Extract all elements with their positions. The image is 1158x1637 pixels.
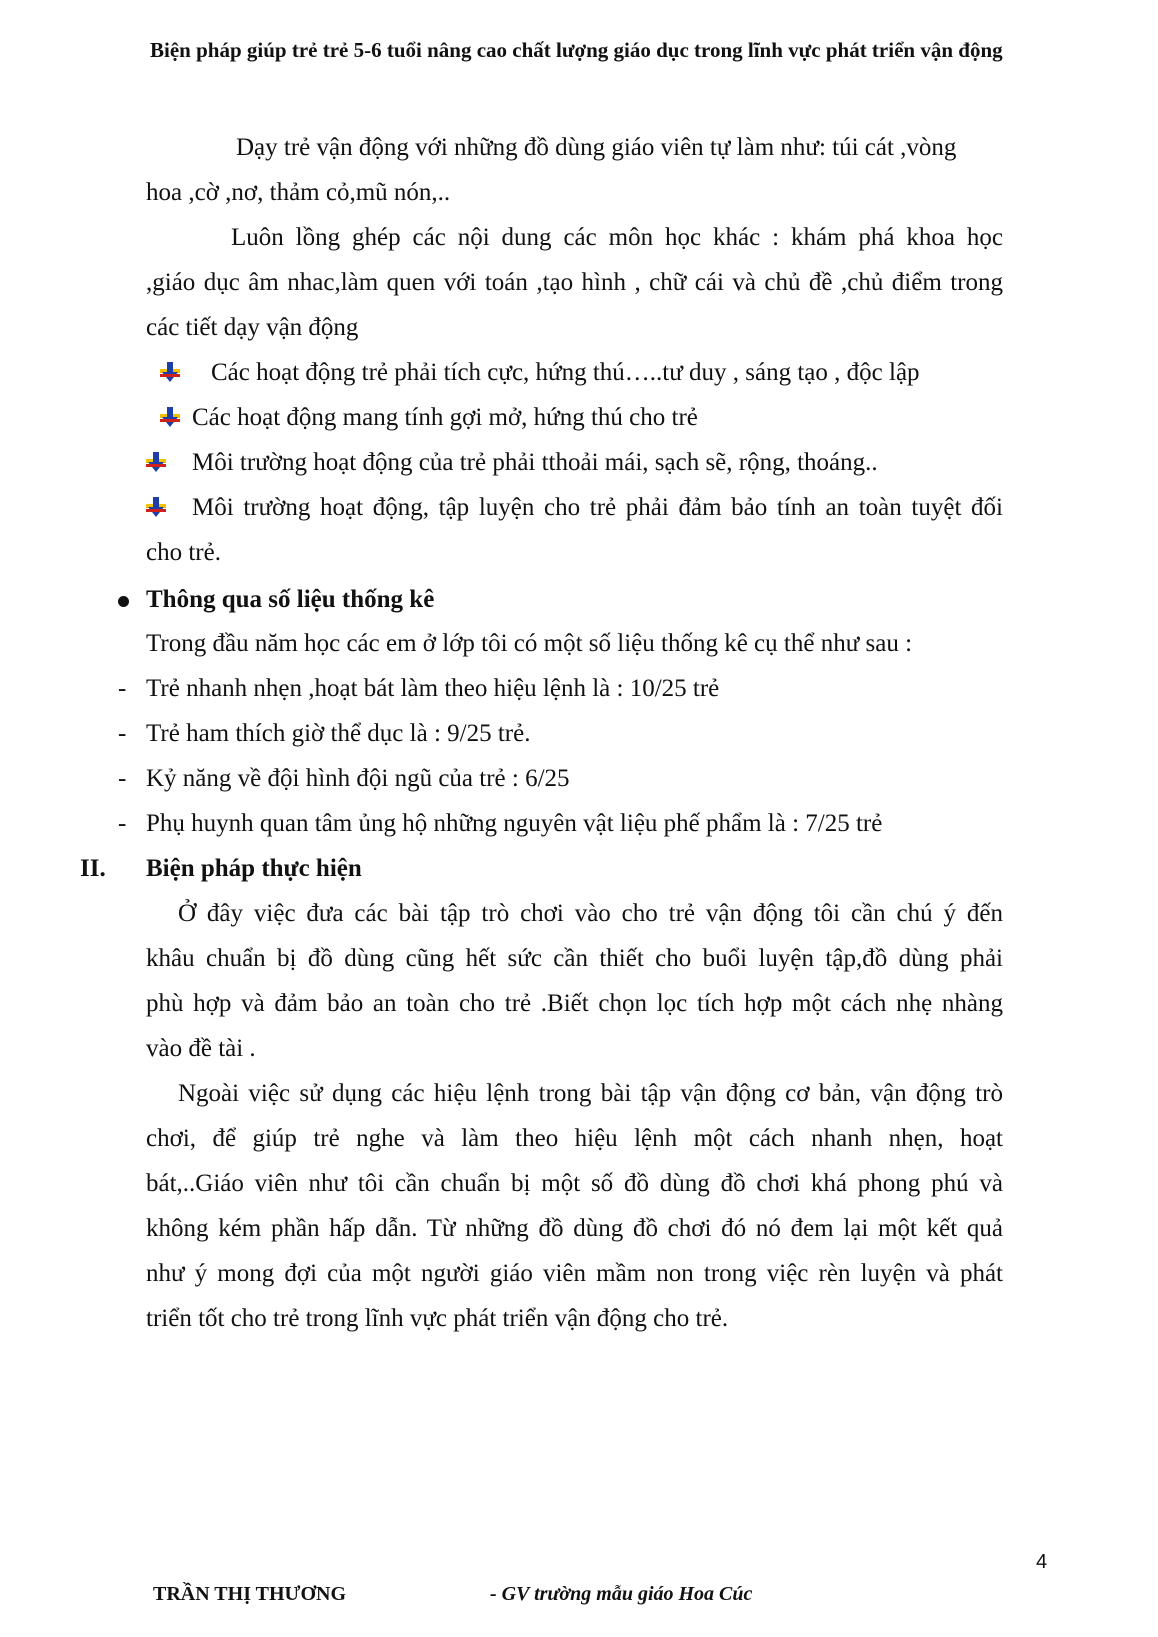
running-header: Biện pháp giúp trẻ trẻ 5-6 tuổi nâng cao chất lượng giáo dục trong lĩnh vực phát triển vận động bbox=[150, 38, 1003, 62]
paragraph-line: triển tốt cho trẻ trong lĩnh vực phát triển vận động cho trẻ. bbox=[146, 1305, 729, 1332]
footer-author: TRẦN THỊ THƯƠNG bbox=[153, 1583, 346, 1605]
section-title: Biện pháp thực hiện bbox=[146, 855, 362, 882]
paragraph-line: ,giáo dục âm nhac,làm quen với toán ,tạo hình , chữ cái và chủ đề ,chủ điểm trong bbox=[146, 269, 1003, 296]
paragraph-line: Dạy trẻ vận động với những đồ dùng giáo viên tự làm như: túi cát ,vòng bbox=[236, 134, 957, 161]
round-bullet-icon bbox=[118, 596, 129, 607]
paragraph-line: phù hợp và đảm bảo an toàn cho trẻ .Biết chọn lọc tích hợp một cách nhẹ nhàng bbox=[146, 990, 1003, 1017]
statistics-item: Phụ huynh quan tâm ủng hộ những nguyên vật liệu phế phẩm là : 7/25 trẻ bbox=[146, 810, 883, 837]
bullet-text: Môi trường hoạt động, tập luyện cho trẻ phải đảm bảo tính an toàn tuyệt đối bbox=[192, 494, 1003, 521]
paragraph-line: bát,..Giáo viên như tôi cần chuẩn bị một số đồ dùng đồ chơi khá phong phú và bbox=[146, 1170, 1003, 1197]
arrow-bullet-icon bbox=[144, 495, 170, 521]
statistics-intro: Trong đầu năm học các em ở lớp tôi có một số liệu thống kê cụ thể như sau : bbox=[146, 630, 913, 657]
paragraph-line: Luôn lồng ghép các nội dung các môn học khác : khám phá khoa học bbox=[231, 224, 1003, 251]
dash-marker: - bbox=[118, 675, 127, 702]
bullet-text: Các hoạt động trẻ phải tích cực, hứng thú…..tư duy , sáng tạo , độc lập bbox=[211, 359, 920, 386]
paragraph-line: Ở đây việc đưa các bài tập trò chơi vào cho trẻ vận động tôi cần chú ý đến bbox=[178, 900, 1003, 927]
dash-marker: - bbox=[118, 720, 127, 747]
statistics-item: Trẻ ham thích giờ thể dục là : 9/25 trẻ. bbox=[146, 720, 531, 747]
arrow-bullet-icon bbox=[158, 360, 184, 386]
paragraph-line: chơi, để giúp trẻ nghe và làm theo hiệu lệnh một cách nhanh nhẹn, hoạt bbox=[146, 1125, 1003, 1152]
paragraph-line: như ý mong đợi của một người giáo viên mầm non trong việc rèn luyện và phát bbox=[146, 1260, 1003, 1287]
footer-role: - GV trường mẫu giáo Hoa Cúc bbox=[490, 1583, 753, 1605]
paragraph-line: Ngoài việc sử dụng các hiệu lệnh trong bài tập vận động cơ bản, vận động trò bbox=[178, 1080, 1003, 1107]
dash-marker: - bbox=[118, 765, 127, 792]
bullet-text-continuation: cho trẻ. bbox=[146, 539, 221, 566]
paragraph-line: các tiết dạy vận động bbox=[146, 314, 359, 341]
bullet-text: Môi trường hoạt động của trẻ phải tthoải mái, sạch sẽ, rộng, thoáng.. bbox=[192, 449, 878, 476]
arrow-bullet-icon bbox=[144, 450, 170, 476]
paragraph-line: khâu chuẩn bị đồ dùng cũng hết sức cần thiết cho buổi luyện tập,đồ dùng phải bbox=[146, 945, 1003, 972]
statistics-item: Trẻ nhanh nhẹn ,hoạt bát làm theo hiệu lệnh là : 10/25 trẻ bbox=[146, 675, 720, 702]
page-number: 4 bbox=[1036, 1551, 1048, 1573]
bullet-text: Các hoạt động mang tính gợi mở, hứng thú cho trẻ bbox=[192, 404, 698, 431]
section-numeral: II. bbox=[80, 855, 106, 882]
dash-marker: - bbox=[118, 810, 127, 837]
paragraph-line: vào đề tài . bbox=[146, 1035, 256, 1062]
paragraph-line: không kém phần hấp dẫn. Từ những đồ dùng đồ chơi đó nó đem lại một kết quả bbox=[146, 1215, 1003, 1242]
paragraph-line: hoa ,cờ ,nơ, thảm cỏ,mũ nón,.. bbox=[146, 179, 451, 206]
section-heading: Thông qua số liệu thống kê bbox=[146, 586, 435, 613]
statistics-item: Kỷ năng về đội hình đội ngũ của trẻ : 6/25 bbox=[146, 765, 570, 792]
arrow-bullet-icon bbox=[158, 405, 184, 431]
